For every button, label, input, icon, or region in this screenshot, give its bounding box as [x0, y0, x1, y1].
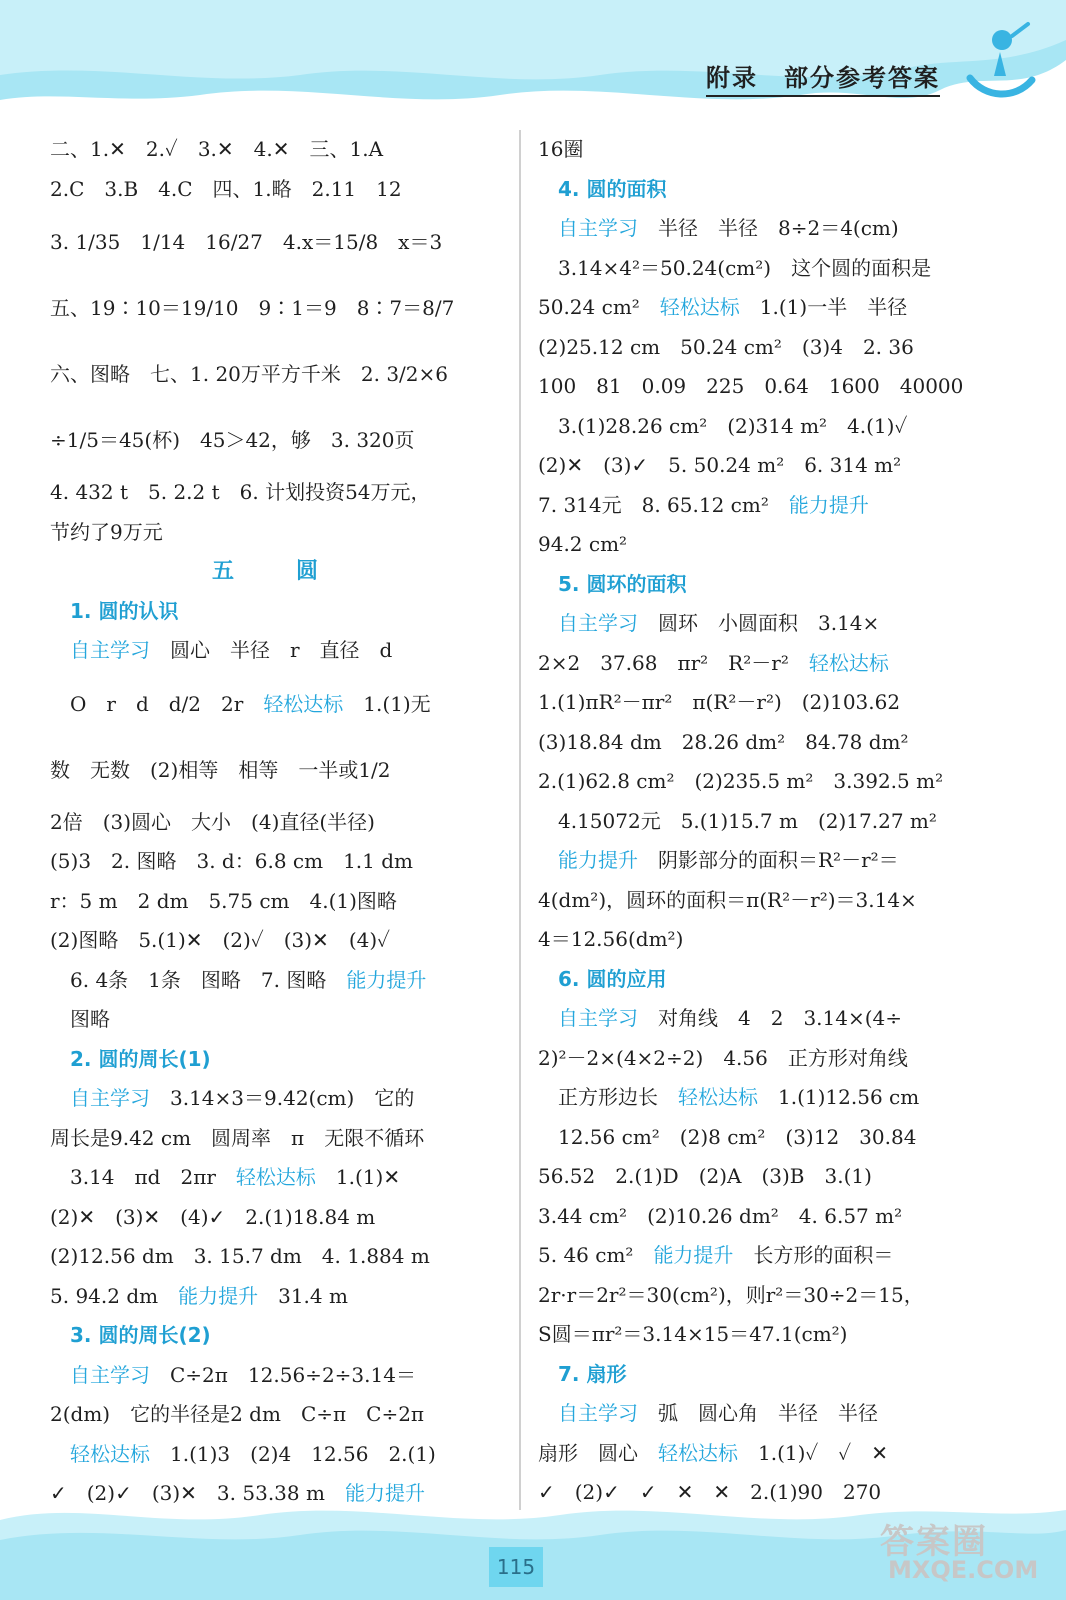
answer-line — [50, 1040, 500, 1080]
answer-text: 1.(1)3 (2)4 12.56 2.(1) — [150, 1441, 436, 1466]
answer-line — [50, 407, 500, 473]
answer-text: 阴影部分的面积＝R²－r²＝ — [638, 848, 899, 872]
answer-text: (2)✕ (3)✓ 5. 50.24 m² 6. 314 m² — [538, 453, 902, 477]
highlight-label: 自主学习 — [50, 638, 150, 662]
answer-line — [538, 1118, 978, 1158]
answer-text: (2)✕ (3)✕ (4)✓ 2.(1)18.84 m — [50, 1204, 376, 1229]
highlight-label: 轻松达标 — [658, 1440, 738, 1465]
answer-text: 4. 432 t 5. 2.2 t 6. 计划投资54万元， — [50, 480, 431, 504]
answer-text: 3.14×4²＝50.24(cm²) 这个圆的面积是 — [538, 255, 932, 280]
right-answer-column — [538, 130, 978, 1513]
answer-text: 100 81 0.09 225 0.64 1600 40000 — [538, 374, 964, 398]
answer-text: 50.24 cm² — [538, 295, 660, 319]
answer-line — [538, 1315, 978, 1355]
section-heading: 4. 圆的面积 — [538, 176, 667, 201]
answer-line — [50, 1198, 500, 1238]
highlight-label: 轻松达标 — [263, 691, 344, 716]
answer-line — [50, 130, 500, 170]
highlight-label: 能力提升 — [538, 848, 638, 872]
highlight-label: 自主学习 — [538, 611, 638, 635]
answer-text: 圆环 小圆面积 3.14× — [638, 611, 880, 635]
page-header — [706, 58, 940, 97]
answer-line — [538, 762, 978, 802]
answer-line — [50, 1316, 500, 1356]
answer-line — [50, 209, 500, 275]
answer-line — [538, 881, 978, 921]
answer-text: (5)3 2. 图略 3. d：6.8 cm 1.1 dm — [50, 849, 413, 873]
watermark-url: MXQE.COM — [888, 1556, 1039, 1584]
answer-text: 3.(1)28.26 cm² (2)314 m² 4.(1)✓ — [538, 413, 908, 438]
answer-line — [538, 446, 978, 486]
section-heading: 5. 圆环的面积 — [538, 571, 687, 596]
column-divider — [519, 130, 521, 1510]
answer-text: 7. 314元 8. 65.12 cm² — [538, 492, 789, 517]
answer-line — [50, 737, 500, 803]
answer-line — [50, 1000, 500, 1040]
answer-line — [538, 486, 978, 526]
answer-text: 数 无数 (2)相等 相等 一半或1/2 — [50, 757, 391, 782]
mascot-logo-icon — [960, 18, 1040, 108]
answer-text: 五、19∶10＝19/10 9∶1＝9 8∶7＝8/7 — [50, 296, 455, 320]
answer-line — [50, 1119, 500, 1159]
answer-line — [50, 341, 500, 407]
answer-text: ✓ (2)✓ ✓ ✕ ✕ 2.(1)90 270 — [538, 1480, 882, 1504]
answer-line — [50, 631, 500, 671]
header-title: 部分参考答案 — [784, 63, 940, 92]
answer-text: 二、1.✕ 2.✓ 3.✕ 4.✕ 三、1.A — [50, 137, 384, 161]
answer-text: 六、图略 七、1. 20万平方千米 2. 3/2×6 — [50, 362, 448, 386]
answer-line — [50, 1237, 500, 1277]
answer-text: (3)18.84 dm 28.26 dm² 84.78 dm² — [538, 729, 909, 754]
highlight-label: 轻松达标 — [659, 295, 740, 319]
answer-text: 1.(1)✕ — [315, 1165, 401, 1189]
chapter-title: 五 圆 — [211, 559, 338, 584]
highlight-label: 能力提升 — [344, 1481, 425, 1505]
section-heading: 3. 圆的周长(2) — [50, 1323, 211, 1347]
watermark — [880, 1514, 1060, 1594]
answer-line — [538, 1039, 978, 1079]
left-answer-column — [50, 130, 500, 1514]
answer-line — [538, 683, 978, 723]
answer-text: 图略 — [50, 1007, 110, 1031]
section-heading: 6. 圆的应用 — [538, 966, 667, 991]
highlight-label: 轻松达标 — [235, 1165, 316, 1189]
answer-text: 节约了9万元 — [50, 519, 163, 544]
answer-line — [538, 1276, 978, 1316]
answer-line — [538, 841, 978, 881]
highlight-label: 自主学习 — [538, 1006, 638, 1030]
answer-text: 圆心 半径 r 直径 d — [150, 638, 393, 662]
answer-text: 3. 1/35 1/14 16/27 4.x＝15/8 x＝3 — [50, 230, 443, 254]
answer-text: 3.44 cm² (2)10.26 dm² 4. 6.57 m² — [538, 1203, 903, 1228]
answer-text: 4.15072元 5.(1)15.7 m (2)17.27 m² — [538, 808, 937, 833]
answer-text: 长方形的面积＝ — [733, 1243, 894, 1267]
highlight-label: 自主学习 — [50, 1086, 150, 1110]
section-heading: 2. 圆的周长(1) — [50, 1046, 211, 1071]
answer-line — [538, 1157, 978, 1197]
answer-text: 正方形边长 — [538, 1085, 678, 1109]
answer-text: 1.(1)πR²－πr² π(R²－r²) (2)103.62 — [538, 690, 901, 714]
answer-text: 弧 圆心角 半径 半径 — [638, 1401, 878, 1425]
answer-line — [50, 1435, 500, 1475]
highlight-label: 轻松达标 — [50, 1441, 150, 1466]
highlight-label: 轻松达标 — [808, 650, 889, 675]
answer-text: ÷1/5＝45(杯) 45＞42，够 3. 320页 — [50, 428, 415, 452]
answer-text: S圆＝πr²＝3.14×15＝47.1(cm²) — [538, 1322, 848, 1346]
answer-line — [538, 130, 978, 170]
answer-text: 5. 46 cm² — [538, 1243, 654, 1267]
answer-line — [50, 921, 500, 961]
answer-line — [50, 842, 500, 882]
answer-text: 31.4 m — [258, 1283, 348, 1308]
answer-text: (2)25.12 cm 50.24 cm² (3)4 2. 36 — [538, 334, 914, 359]
answer-line — [538, 999, 978, 1039]
answer-line — [538, 525, 978, 565]
answer-line — [50, 1158, 500, 1198]
highlight-label: 能力提升 — [653, 1243, 734, 1267]
highlight-label: 自主学习 — [50, 1362, 150, 1387]
answer-line — [538, 249, 978, 289]
highlight-label: 能力提升 — [178, 1283, 259, 1308]
answer-line — [50, 803, 500, 843]
answer-line — [538, 328, 978, 368]
answer-text: 4(dm²)，圆环的面积＝π(R²－r²)＝3.14× — [538, 887, 917, 912]
answer-line — [50, 671, 500, 737]
answer-text: 1.(1)一半 半径 — [739, 295, 908, 319]
answer-text: 2r·r＝2r²＝30(cm²)，则r²＝30÷2＝15， — [538, 1282, 924, 1307]
answer-text: 4＝12.56(dm²) — [538, 927, 684, 951]
highlight-label: 能力提升 — [788, 492, 869, 517]
answer-text: 12.56 cm² (2)8 cm² (3)12 30.84 — [538, 1124, 917, 1149]
answer-line — [538, 1078, 978, 1118]
answer-line — [50, 961, 500, 1001]
answer-text: 5. 94.2 dm — [50, 1283, 179, 1308]
answer-line — [538, 1434, 978, 1474]
highlight-label: 轻松达标 — [678, 1085, 758, 1109]
answer-line — [50, 592, 500, 632]
answer-text: 2.(1)62.8 cm² (2)235.5 m² 3.392.5 m² — [538, 769, 944, 793]
section-heading: 7. 扇形 — [538, 1361, 627, 1386]
highlight-label: 自主学习 — [538, 1401, 638, 1425]
highlight-label: 能力提升 — [346, 967, 427, 992]
answer-text: 对角线 4 2 3.14×(4÷ — [638, 1006, 903, 1030]
answer-line — [50, 1079, 500, 1119]
answer-line — [50, 552, 500, 592]
answer-line — [50, 275, 500, 341]
watermark-logo-text: 答案圈 — [880, 1522, 988, 1562]
answer-line — [538, 209, 978, 249]
answer-line — [538, 644, 978, 684]
answer-line — [50, 473, 500, 513]
answer-line — [538, 1355, 978, 1395]
answer-line — [538, 367, 978, 407]
answer-text: 2.C 3.B 4.C 四、1.略 2.11 12 — [50, 176, 402, 201]
answer-line — [50, 1356, 500, 1396]
answer-text: 56.52 2.(1)D (2)A (3)B 3.(1) — [538, 1164, 872, 1188]
answer-text: (2)12.56 dm 3. 15.7 dm 4. 1.884 m — [50, 1244, 430, 1268]
answer-text: 3.14 πd 2πr — [50, 1165, 236, 1189]
answer-text: 半径 半径 8÷2＝4(cm) — [638, 216, 899, 240]
answer-line — [538, 407, 978, 447]
answer-line — [50, 882, 500, 922]
answer-text: 1.(1)无 — [343, 691, 431, 716]
answer-text: 3.14×3＝9.42(cm) 它的 — [150, 1086, 415, 1110]
answer-text: 2×2 37.68 πr² R²－r² — [538, 650, 809, 675]
answer-line — [50, 170, 500, 210]
answer-line — [50, 513, 500, 553]
answer-text: 1.(1)12.56 cm — [758, 1085, 920, 1109]
answer-text: O r d d/2 2r — [50, 691, 264, 716]
answer-text: r：5 m 2 dm 5.75 cm 4.(1)图略 — [50, 888, 397, 913]
answer-text: 2倍 (3)圆心 大小 (4)直径(半径) — [50, 809, 375, 834]
answer-line — [538, 1394, 978, 1434]
answer-line — [538, 920, 978, 960]
answer-text: 周长是9.42 cm 圆周率 π 无限不循环 — [50, 1125, 425, 1150]
answer-text: 扇形 圆心 — [538, 1440, 658, 1465]
answer-line — [538, 604, 978, 644]
answer-line — [538, 960, 978, 1000]
answer-text: 2)²－2×(4×2÷2) 4.56 正方形对角线 — [538, 1045, 908, 1070]
header-appendix: 附录 — [706, 63, 758, 92]
answer-line — [538, 288, 978, 328]
answer-text: C÷2π 12.56÷2÷3.14＝ — [150, 1362, 416, 1387]
answer-text: 1.(1)✓ ✓ ✕ — [738, 1440, 888, 1465]
answer-text: 2(dm) 它的半径是2 dm C÷π C÷2π — [50, 1402, 425, 1426]
answer-text: 94.2 cm² — [538, 532, 628, 556]
page-number: 115 — [489, 1547, 543, 1587]
answer-line — [538, 170, 978, 210]
section-heading: 1. 圆的认识 — [50, 598, 179, 623]
answer-line — [538, 1197, 978, 1237]
answer-text: 6. 4条 1条 图略 7. 图略 — [50, 967, 347, 992]
answer-text: 16圈 — [538, 137, 584, 161]
answer-line — [538, 565, 978, 605]
answer-line — [50, 1395, 500, 1435]
answer-text: (2)图略 5.(1)✕ (2)✓ (3)✕ (4)✓ — [50, 928, 391, 952]
answer-text: ✓ (2)✓ (3)✕ 3. 53.38 m — [50, 1481, 345, 1505]
answer-line — [538, 723, 978, 763]
highlight-label: 自主学习 — [538, 216, 638, 240]
answer-line — [538, 1236, 978, 1276]
answer-line — [538, 802, 978, 842]
answer-line — [50, 1277, 500, 1317]
